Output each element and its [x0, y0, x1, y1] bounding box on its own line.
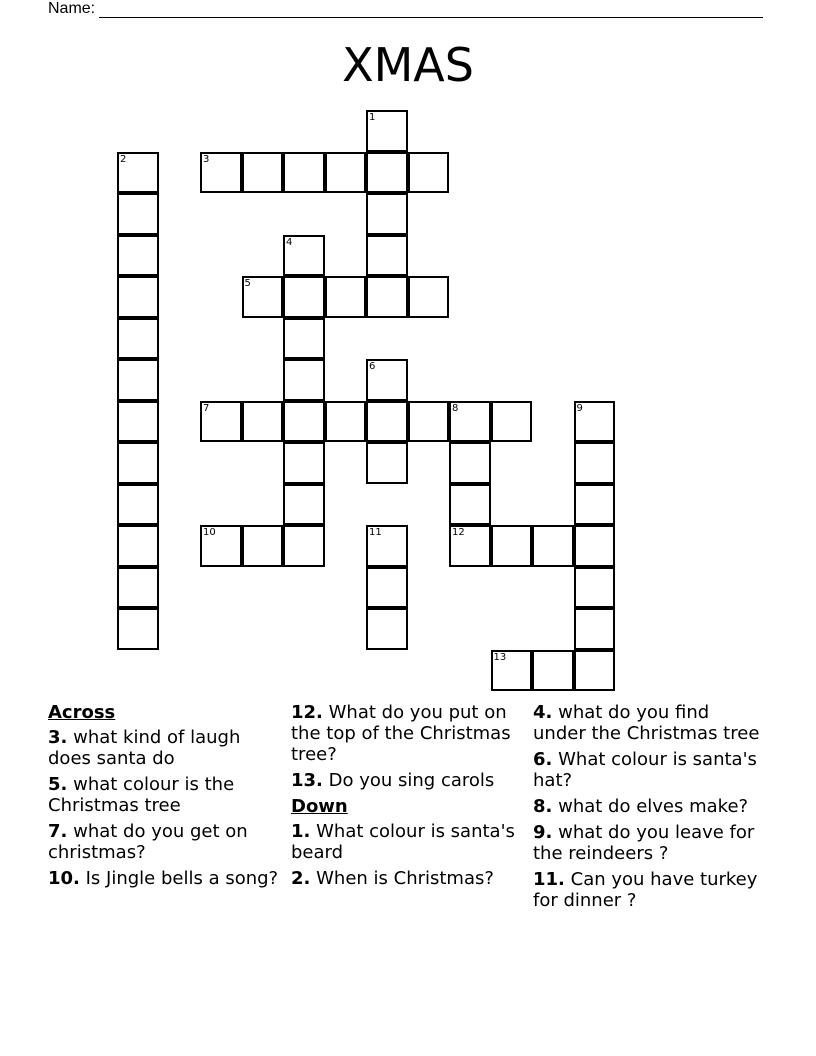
clue-down-1: 1. What colour is santa's beard — [291, 821, 515, 863]
crossword-cell[interactable] — [200, 401, 242, 443]
crossword-cell[interactable] — [242, 276, 284, 318]
crossword-cell[interactable] — [366, 235, 408, 277]
crossword-cell[interactable] — [283, 318, 325, 360]
cell-number: 5 — [244, 278, 251, 289]
name-label: Name: — [48, 0, 96, 17]
crossword-cell[interactable] — [574, 650, 616, 692]
crossword-cell[interactable] — [449, 442, 491, 484]
crossword-cell[interactable] — [574, 442, 616, 484]
crossword-cell[interactable] — [242, 401, 284, 443]
crossword-cell[interactable] — [574, 484, 616, 526]
clue-down-2: 2. When is Christmas? — [291, 868, 494, 889]
crossword-cell[interactable] — [491, 650, 533, 692]
crossword-cell[interactable] — [449, 401, 491, 443]
crossword-cell[interactable] — [283, 484, 325, 526]
crossword-cell[interactable] — [283, 401, 325, 443]
crossword-cell[interactable] — [366, 359, 408, 401]
crossword-cell[interactable] — [117, 359, 159, 401]
crossword-cell[interactable] — [117, 484, 159, 526]
cell-number: 7 — [203, 402, 210, 414]
clue-down-6: 6. What colour is santa's hat? — [533, 749, 757, 791]
crossword-cell[interactable] — [325, 152, 367, 194]
crossword-cell[interactable] — [449, 484, 491, 526]
crossword-cell[interactable] — [574, 401, 616, 443]
crossword-cell[interactable] — [283, 359, 325, 401]
clue-across-7: 7. what do you get on christmas? — [48, 821, 248, 863]
crossword-cell[interactable] — [366, 276, 408, 318]
crossword-cell[interactable] — [117, 318, 159, 360]
crossword-cell[interactable] — [117, 608, 159, 650]
clues-column-3 — [533, 702, 765, 916]
crossword-cell[interactable] — [117, 276, 159, 318]
crossword-cell[interactable] — [408, 276, 450, 318]
crossword-cell[interactable] — [200, 525, 242, 567]
crossword-cell[interactable] — [117, 401, 159, 443]
crossword-cell[interactable] — [325, 401, 367, 443]
crossword-cell[interactable] — [283, 235, 325, 277]
crossword-cell[interactable] — [574, 608, 616, 650]
clues-column-2 — [291, 702, 523, 894]
cell-number: 13 — [493, 651, 507, 663]
cell-number: 3 — [203, 153, 210, 165]
crossword-cell[interactable] — [366, 525, 408, 567]
crossword-cell[interactable] — [532, 525, 574, 567]
crossword-cell[interactable] — [117, 193, 159, 235]
crossword-cell[interactable] — [242, 525, 284, 567]
clues-column-1 — [48, 702, 280, 894]
clue-across-10: 10. Is Jingle bells a song? — [48, 868, 279, 889]
crossword-cell[interactable] — [283, 152, 325, 194]
clue-across-12: 12. What do you put on the top of the Christmas tree? — [291, 702, 511, 765]
clue-across-13: 13. Do you sing carols — [291, 770, 495, 791]
clue-down-11: 11. Can you have turkey for dinner ? — [533, 869, 758, 911]
crossword-cell[interactable] — [325, 276, 367, 318]
clue-down-9: 9. what do you leave for the reindeers ? — [533, 822, 755, 864]
crossword-cell[interactable] — [200, 152, 242, 194]
across-heading: Across — [48, 702, 116, 723]
crossword-cell[interactable] — [491, 525, 533, 567]
crossword-cell[interactable] — [117, 567, 159, 609]
crossword-cell[interactable] — [408, 401, 450, 443]
cell-number: 8 — [452, 402, 459, 414]
cell-number: 9 — [576, 402, 583, 414]
clue-down-4: 4. what do you find under the Christmas tree — [533, 702, 760, 744]
cell-number: 6 — [369, 361, 376, 372]
crossword-cell[interactable] — [283, 442, 325, 484]
crossword-cell[interactable] — [117, 235, 159, 277]
cell-number: 12 — [452, 527, 465, 538]
crossword-cell[interactable] — [366, 567, 408, 609]
crossword-cell[interactable] — [532, 650, 574, 692]
crossword-cell[interactable] — [117, 525, 159, 567]
crossword-cell[interactable] — [366, 152, 408, 194]
clue-across-3: 3. what kind of laugh does santa do — [48, 727, 241, 769]
crossword-cell[interactable] — [408, 152, 450, 194]
crossword-cell[interactable] — [366, 442, 408, 484]
clue-down-8: 8. what do elves make? — [533, 796, 749, 817]
down-heading: Down — [291, 796, 348, 817]
cell-number: 11 — [369, 527, 382, 538]
cell-number: 2 — [120, 153, 127, 165]
crossword-cell[interactable] — [366, 110, 408, 152]
clue-across-5: 5. what colour is the Christmas tree — [48, 774, 235, 816]
cell-number: 10 — [203, 527, 216, 538]
crossword-cell[interactable] — [491, 401, 533, 443]
crossword-cell[interactable] — [283, 525, 325, 567]
cell-number: 4 — [286, 236, 293, 248]
crossword-cell[interactable] — [366, 193, 408, 235]
page-title: XMAS — [342, 38, 474, 92]
crossword-cell[interactable] — [574, 567, 616, 609]
crossword-cell[interactable] — [574, 525, 616, 567]
crossword-cell[interactable] — [242, 152, 284, 194]
crossword-cell[interactable] — [366, 608, 408, 650]
crossword-cell[interactable] — [117, 152, 159, 194]
crossword-cell[interactable] — [449, 525, 491, 567]
crossword-cell[interactable] — [283, 276, 325, 318]
crossword-cell[interactable] — [366, 401, 408, 443]
crossword-cell[interactable] — [117, 442, 159, 484]
cell-number: 1 — [369, 112, 376, 123]
